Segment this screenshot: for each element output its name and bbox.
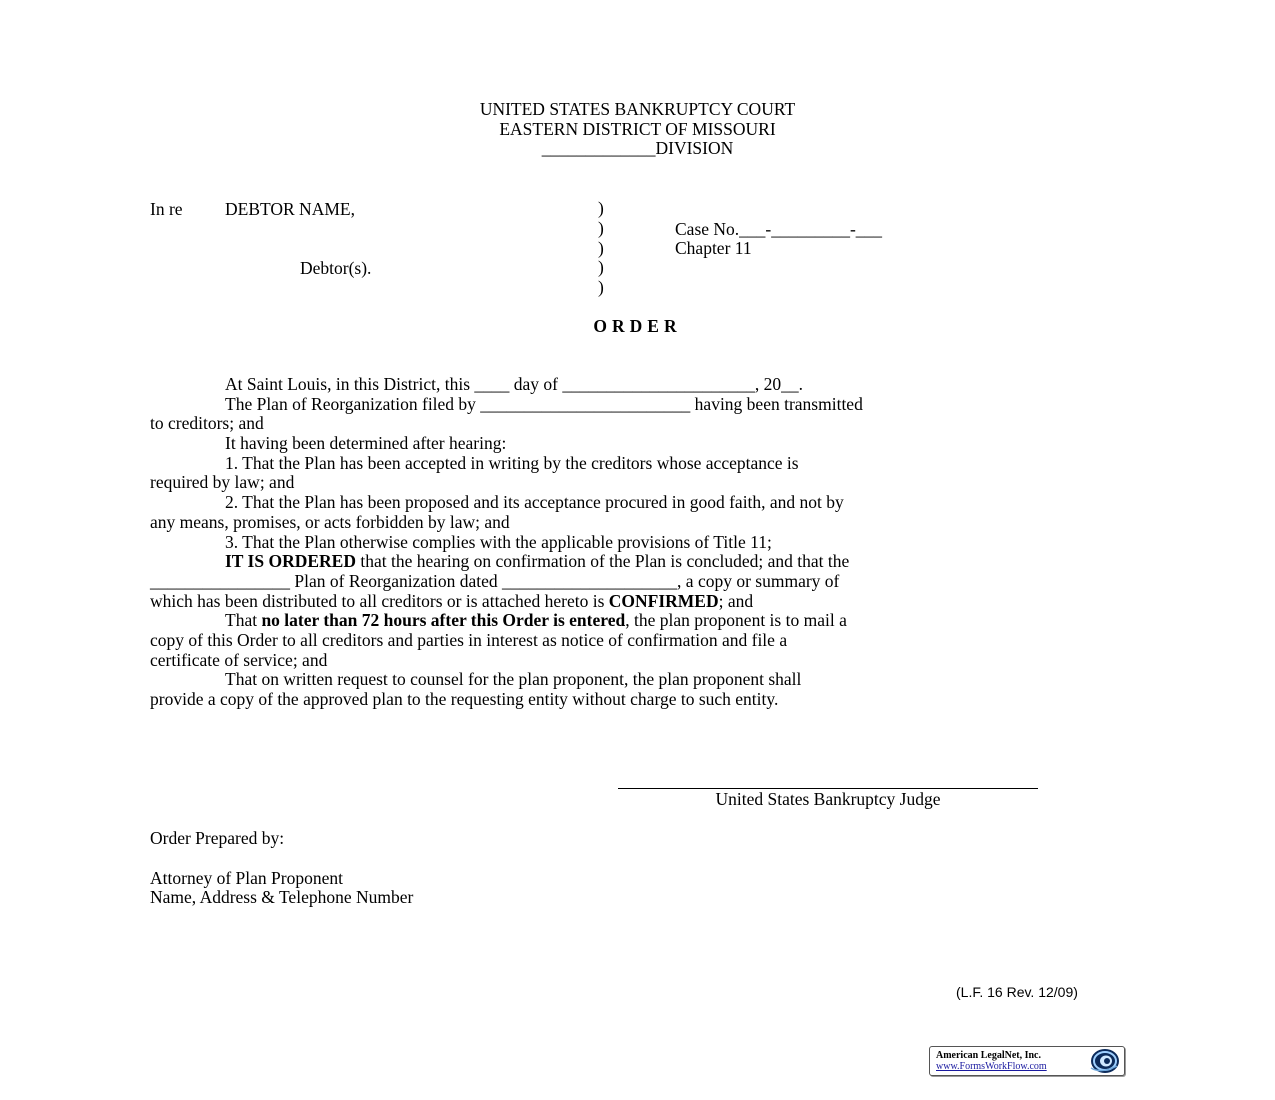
badge-url-link[interactable]: www.FormsWorkFlow.com xyxy=(936,1061,1047,1072)
body-line: ________________ Plan of Reorganization dated ____________________, a copy or summary of xyxy=(150,570,840,591)
form-revision: (L.F. 16 Rev. 12/09) xyxy=(956,984,1078,1000)
attorney-label: Attorney of Plan Proponent xyxy=(150,868,343,888)
body-line: At Saint Louis, in this District, this ____ day of ______________________, 20__. xyxy=(225,374,803,394)
chapter: Chapter 11 xyxy=(675,238,752,258)
body-line: That on written request to counsel for the plan proponent, the plan proponent shall xyxy=(225,669,802,690)
legalnet-logo-icon xyxy=(1087,1048,1121,1074)
legalnet-badge[interactable] xyxy=(929,1046,1125,1076)
paren: ) xyxy=(598,217,604,238)
body-line: 3. That the Plan otherwise complies with the applicable provisions of Title 11; xyxy=(225,531,772,552)
paren: ) xyxy=(598,237,604,258)
body-line: 2. That the Plan has been proposed and its acceptance procured in good faith, and not by xyxy=(225,492,844,513)
order-title: ORDER xyxy=(593,316,682,336)
body-line: certificate of service; and xyxy=(150,649,328,670)
body-line: to creditors; and xyxy=(150,413,264,434)
body-text-span: which has been distributed to all creditors or is attached hereto is xyxy=(150,590,609,611)
court-name: UNITED STATES BANKRUPTCY COURT xyxy=(479,99,796,119)
caption-parens xyxy=(598,199,604,298)
court-division: _____________DIVISION xyxy=(541,138,734,158)
body-line: required by law; and xyxy=(150,472,295,493)
body-line: provide a copy of the approved plan to the requesting entity without charge to such entity. xyxy=(150,689,779,709)
debtors-label: Debtor(s). xyxy=(300,258,372,278)
court-header xyxy=(0,100,1275,159)
in-re-label: In re xyxy=(150,199,183,219)
case-number: Case No.___-_________-___ xyxy=(675,219,883,239)
paren: ) xyxy=(598,198,604,218)
judge-title: United States Bankruptcy Judge xyxy=(715,789,941,809)
deadline-bold: no later than 72 hours after this Order is entered xyxy=(261,610,626,631)
body-text-span: ; and xyxy=(718,590,754,611)
body-line: 1. That the Plan has been accepted in writing by the creditors whose acceptance is xyxy=(225,452,799,473)
court-district: EASTERN DISTRICT OF MISSOURI xyxy=(499,118,776,139)
body-text-span: that the hearing on confirmation of the Plan is concluded; and that the xyxy=(355,551,850,572)
confirmed-bold: CONFIRMED xyxy=(608,590,719,611)
body-text-span: , the plan proponent is to mail a xyxy=(625,610,847,631)
body-line xyxy=(150,552,1125,572)
prepared-by-label: Order Prepared by: xyxy=(150,828,285,848)
body-text-span: That xyxy=(225,610,262,631)
paren: ) xyxy=(598,257,604,278)
attorney-contact: Name, Address & Telephone Number xyxy=(150,887,414,907)
paren: ) xyxy=(598,277,604,298)
order-body xyxy=(150,375,1125,710)
body-line xyxy=(150,592,1125,612)
body-line: copy of this Order to all creditors and parties in interest as notice of confirmation and file a xyxy=(150,629,788,650)
body-line xyxy=(150,611,1125,631)
ordered-bold: IT IS ORDERED xyxy=(225,551,356,572)
body-line: The Plan of Reorganization filed by ________________________ having been transmitted xyxy=(225,393,863,414)
debtor-name: DEBTOR NAME, xyxy=(225,199,355,219)
body-line: any means, promises, or acts forbidden by law; and xyxy=(150,511,510,532)
badge-company: American LegalNet, Inc. xyxy=(936,1050,1041,1061)
body-line: It having been determined after hearing: xyxy=(225,433,507,454)
